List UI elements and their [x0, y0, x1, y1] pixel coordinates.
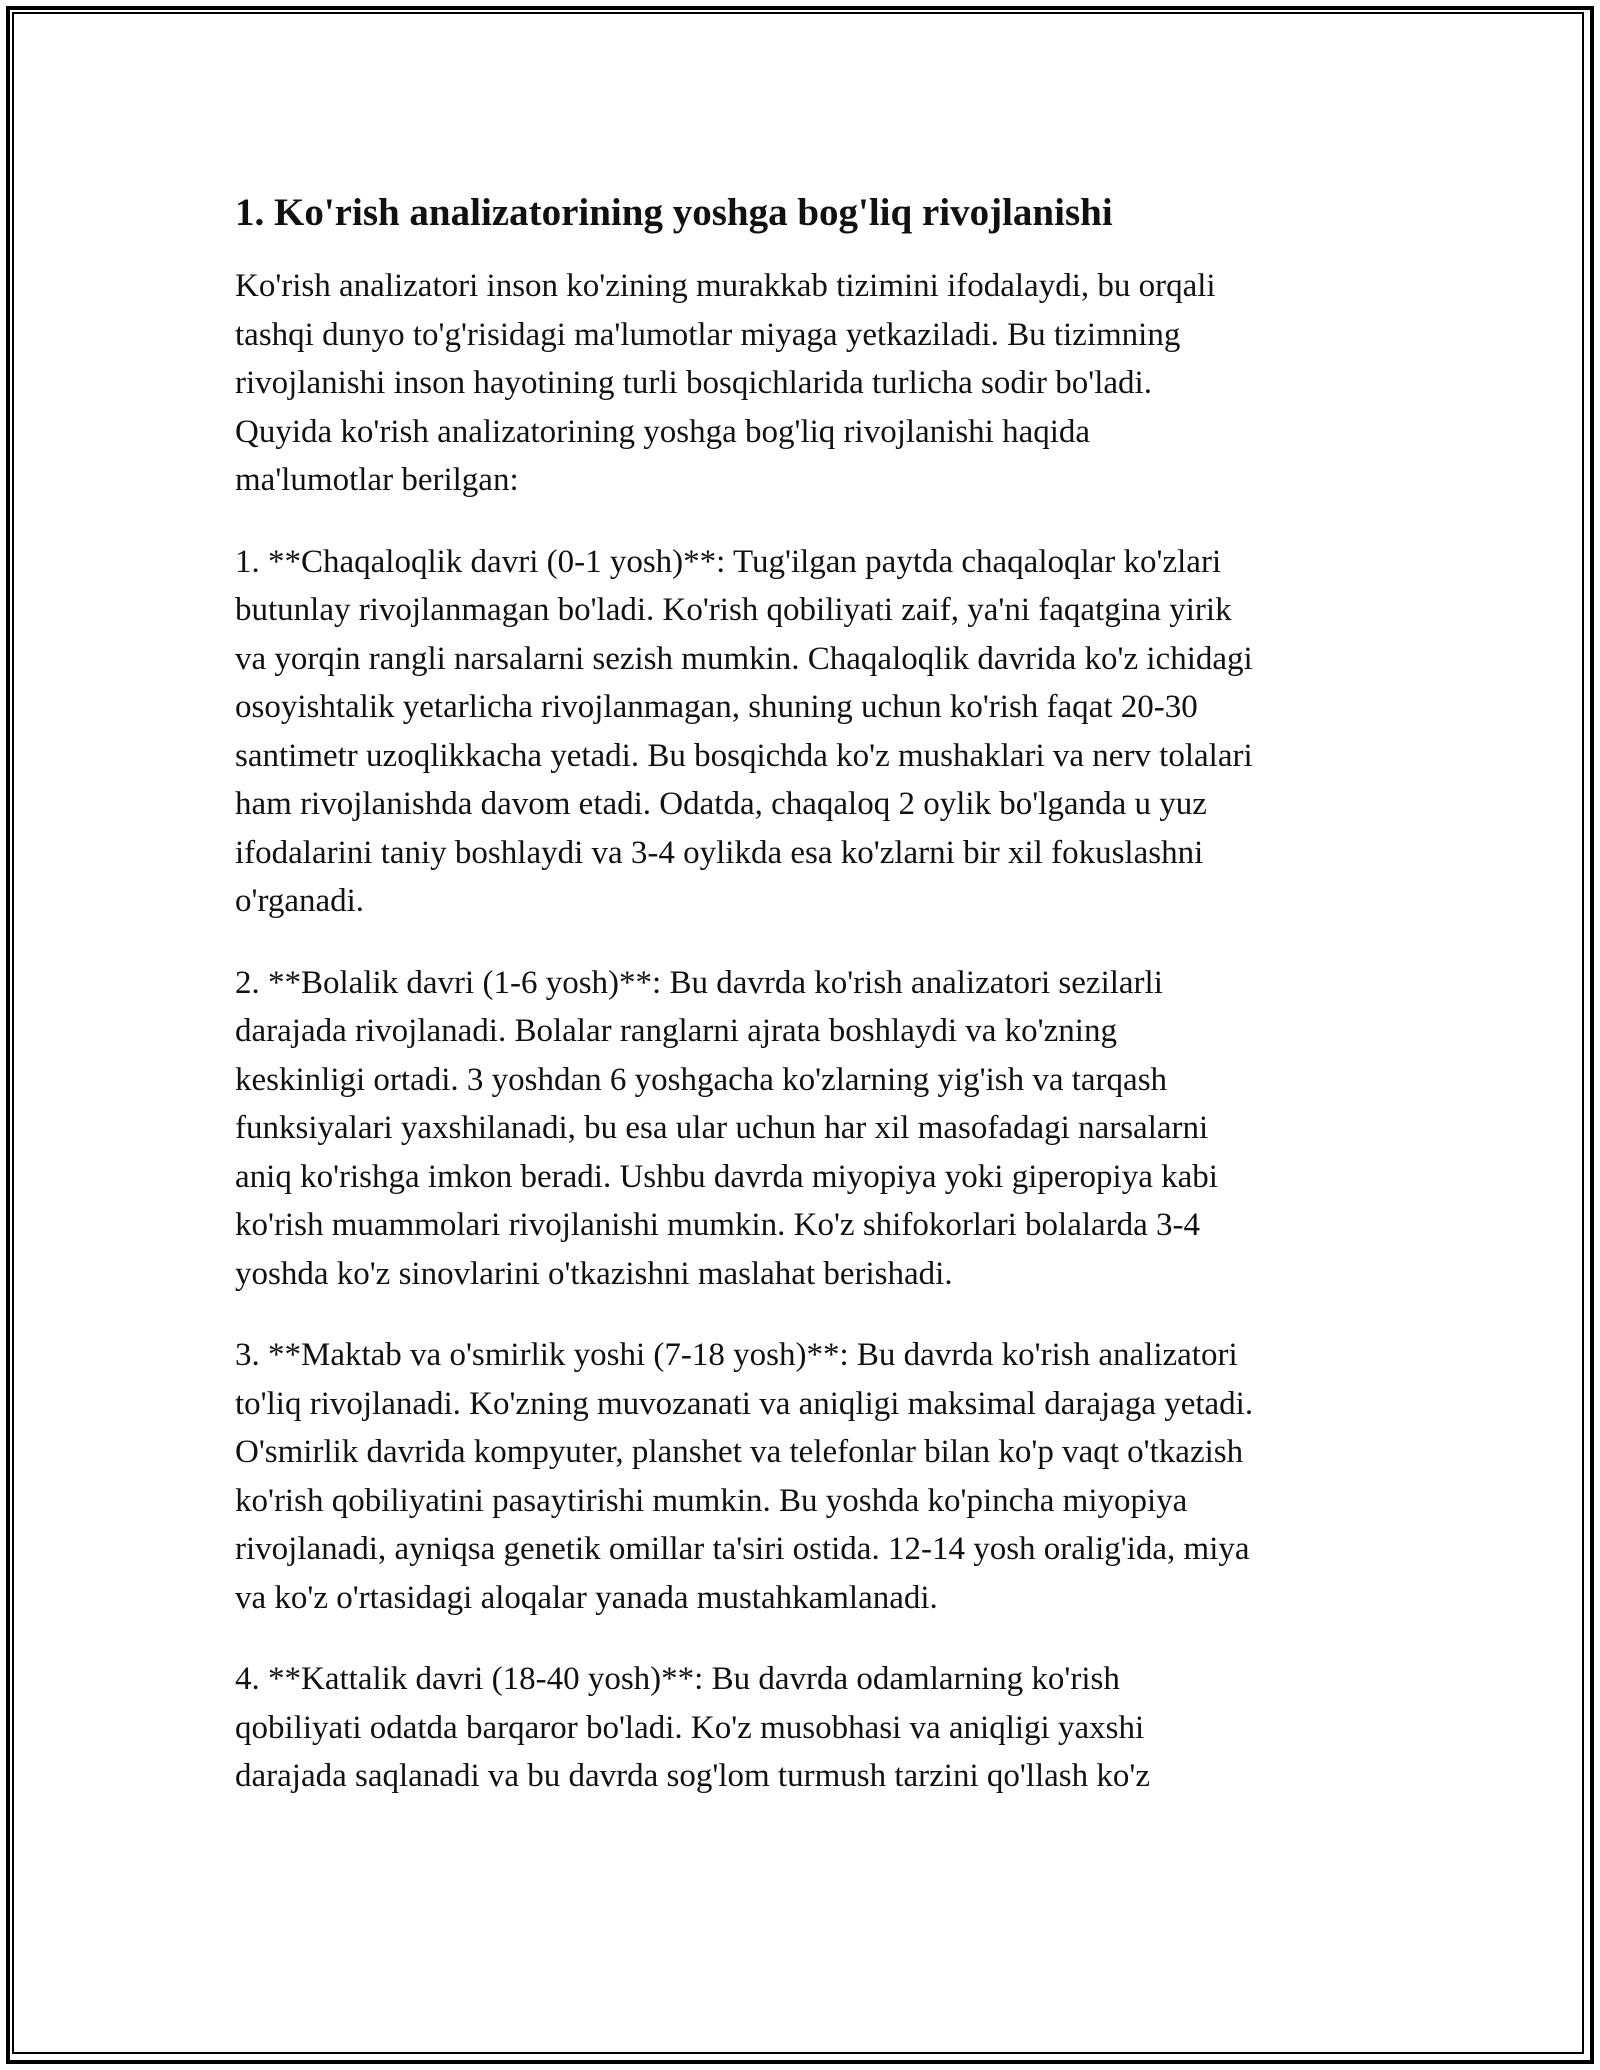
- document-title: 1. Ko'rish analizatorining yoshga bog'liq rivojlanishi: [235, 191, 1113, 234]
- paragraph-spacer: [235, 505, 1385, 538]
- paragraph-spacer: [235, 1298, 1385, 1331]
- section-adulthood-paragraph: 4. **Kattalik davri (18-40 yosh)**: Bu davrda odamlarning ko'rish qobiliyati odatda barqaror bo'ladi. Ko'z musobhasi va aniqligi yaxshi darajada saqlanadi va bu davrda sog'lom turmush tarzini qo'llash ko'z: [235, 1661, 1150, 1794]
- intro-paragraph: Ko'rish analizatori inson ko'zining murakkab tizimini ifodalaydi, bu orqali tashqi dunyo to'g'risidagi ma'lumotlar miyaga yetkaziladi. Bu tizimning rivojlanishi inson hayotining turli bosqichlarida turlicha sodir bo'ladi. Quyida ko'rish analizatorining yoshga bog'liq rivojlanishi haqida ma'lumotlar berilgan:: [235, 268, 1216, 498]
- document-body: [235, 186, 1385, 1801]
- section-adolescence-paragraph: 3. **Maktab va o'smirlik yoshi (7-18 yosh)**: Bu davrda ko'rish analizatori to'liq rivojlanadi. Ko'zning muvozanati va aniqligi maksimal darajaga yetadi. O'smirlik davrida kompyuter, planshet va telefonlar bilan ko'p vaqt o'tkazish ko'rish qobiliyatini pasaytirishi mumkin. Bu yoshda ko'pincha miyopiya rivojlanadi, ayniqsa genetik omillar ta'siri ostida. 12-14 yosh oralig'ida, miya va ko'z o'rtasidagi aloqalar yanada mustahkamlanadi.: [235, 1337, 1254, 1616]
- paragraph-spacer: [235, 1622, 1385, 1655]
- paragraph-spacer: [235, 926, 1385, 959]
- section-infancy-paragraph: 1. **Chaqaloqlik davri (0-1 yosh)**: Tug'ilgan paytda chaqaloqlar ko'zlari butunlay rivojlanmagan bo'ladi. Ko'rish qobiliyati zaif, ya'ni faqatgina yirik va yorqin rangli narsalarni sezish mumkin. Chaqaloqlik davrida ko'z ichidagi osoyishtalik yetarlicha rivojlanmagan, shuning uchun ko'rish faqat 20-30 santimetr uzoqlikkacha yetadi. Bu bosqichda ko'z mushaklari va nerv tolalari ham rivojlanishda davom etadi. Odatda, chaqaloq 2 oylik bo'lganda u yuz ifodalarini taniy boshlaydi va 3-4 oylikda esa ko'zlarni bir xil fokuslashni o'rganadi.: [235, 543, 1253, 919]
- section-childhood-paragraph: 2. **Bolalik davri (1-6 yosh)**: Bu davrda ko'rish analizatori sezilarli darajada rivojlanadi. Bolalar ranglarni ajrata boshlaydi va ko'zning keskinligi ortadi. 3 yoshdan 6 yoshgacha ko'zlarning yig'ish va tarqash funksiyalari yaxshilanadi, bu esa ular uchun har xil masofadagi narsalarni aniq ko'rishga imkon beradi. Ushbu davrda miyopiya yoki giperopiya kabi ko'rish muammolari rivojlanishi mumkin. Ko'z shifokorlari bolalarda 3-4 yoshda ko'z sinovlarini o'tkazishni maslahat berishadi.: [235, 964, 1218, 1292]
